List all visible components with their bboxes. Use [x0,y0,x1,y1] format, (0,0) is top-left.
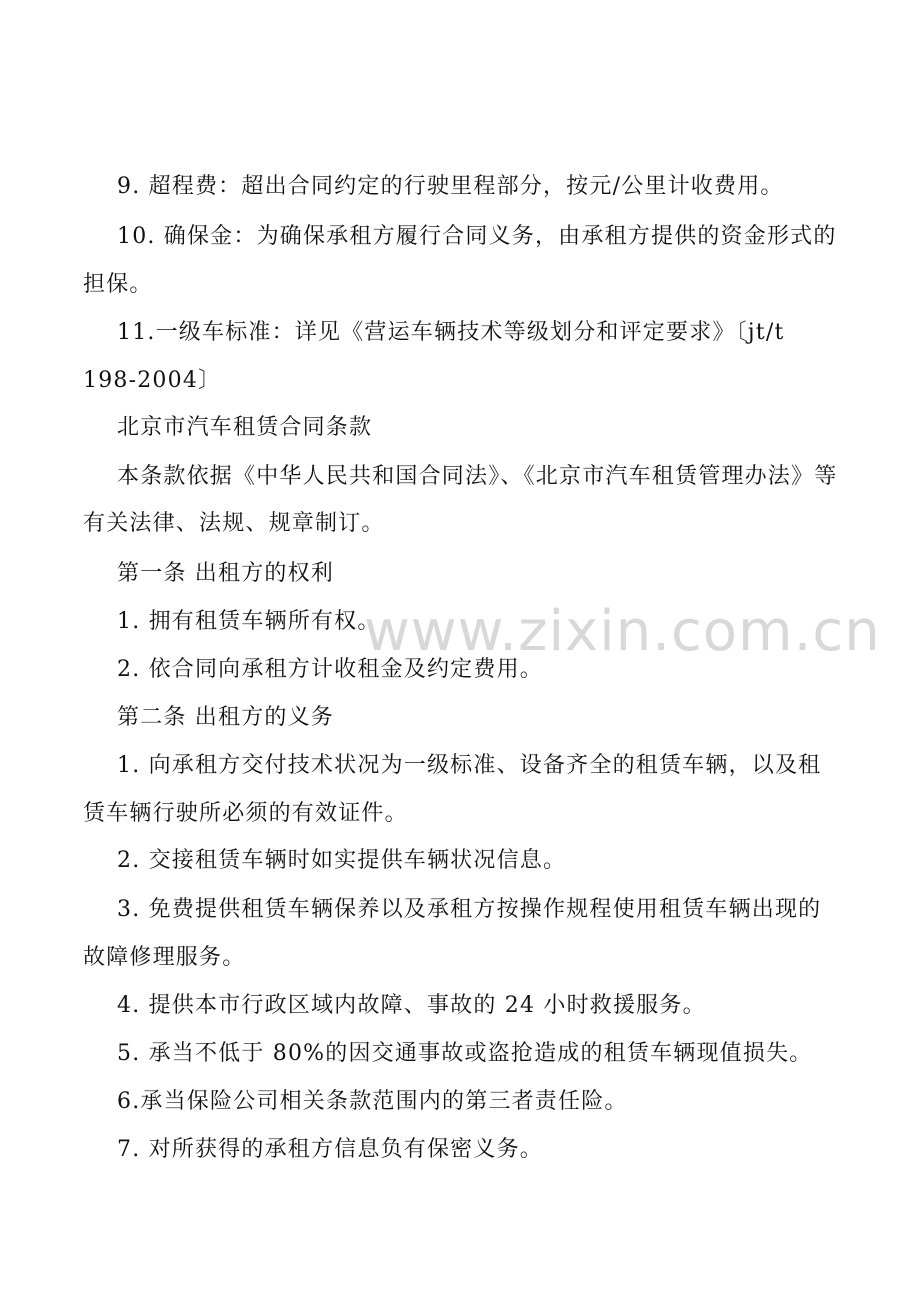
article-2-item-1: 1. 向承租方交付技术状况为一级标准、设备齐全的租赁车辆，以及租 [117,753,822,778]
article-1-heading: 第一条 出租方的权利 [117,561,334,586]
article-2-item-6: 6.承当保险公司相关条款范围内的第三者责任险。 [117,1089,628,1114]
article-1-item-2: 2. 依合同向承租方计收租金及约定费用。 [117,657,543,682]
clause-11: 11.一级车标准：详见《营运车辆技术等级划分和评定要求》〔jt/t [117,320,785,345]
article-2-item-7: 7. 对所获得的承租方信息负有保密义务。 [117,1137,543,1162]
watermark: www.zixin.com.cn [364,599,881,664]
preamble: 本条款依据《中华人民共和国合同法》、《北京市汽车租赁管理办法》等 [117,464,838,489]
article-2-item-3-continuation: 故障修理服务。 [83,945,246,970]
clause-10: 10. 确保金：为确保承租方履行合同义务，由承租方提供的资金形式的 [117,224,837,249]
preamble-continuation: 有关法律、法规、规章制订。 [83,511,385,536]
article-2-heading: 第二条 出租方的义务 [117,705,334,730]
clause-9: 9. 超程费：超出合同约定的行驶里程部分，按元/公里计收费用。 [117,174,784,199]
article-1-item-1: 1. 拥有租赁车辆所有权。 [117,609,381,634]
article-2-item-4: 4. 提供本市行政区域内故障、事故的 24 小时救援服务。 [117,993,706,1018]
article-2-item-2: 2. 交接租赁车辆时如实提供车辆状况信息。 [117,848,567,873]
section-title: 北京市汽车租赁合同条款 [117,415,373,440]
clause-10-continuation: 担保。 [83,272,153,297]
article-2-item-3: 3. 免费提供租赁车辆保养以及承租方按操作规程使用租赁车辆出现的 [117,897,822,922]
clause-11-continuation: 198-2004〕 [83,368,222,393]
article-2-item-5: 5. 承当不低于 80%的因交通事故或盗抢造成的租赁车辆现值损失。 [117,1041,813,1066]
article-2-item-1-continuation: 赁车辆行驶所必须的有效证件。 [83,801,408,826]
